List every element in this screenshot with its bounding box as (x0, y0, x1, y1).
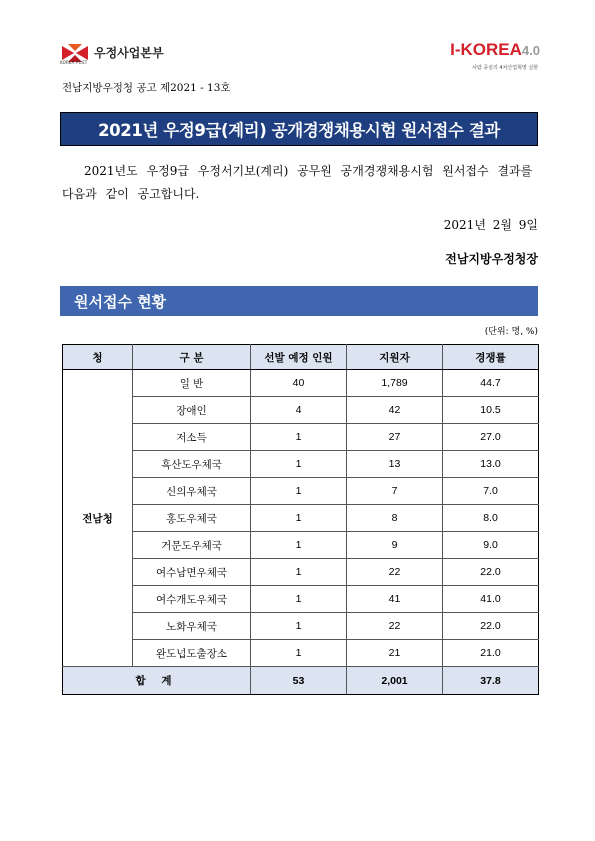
office-cell: 전남청 (63, 370, 133, 667)
table-row (63, 451, 539, 478)
i-korea-logo (420, 40, 550, 76)
category-cell: 거문도우체국 (133, 532, 251, 559)
applicants-cell: 41 (347, 586, 443, 613)
total-applicants: 2,001 (347, 667, 443, 695)
ratio-cell: 21.0 (443, 640, 539, 667)
ratio-cell: 22.0 (443, 613, 539, 640)
planned-cell: 1 (251, 559, 347, 586)
planned-cell: 1 (251, 532, 347, 559)
table-row (63, 478, 539, 505)
ratio-cell: 22.0 (443, 559, 539, 586)
total-label: 합 계 (63, 667, 251, 695)
planned-cell: 40 (251, 370, 347, 397)
signer-name: 전남지방우정청장 (445, 252, 538, 266)
applicants-cell: 22 (347, 559, 443, 586)
category-cell: 여수남면우체국 (133, 559, 251, 586)
i-korea-text: I-KOREA (450, 40, 522, 59)
planned-cell: 4 (251, 397, 347, 424)
notice-number: 전남지방우정청 공고 제2021 - 13호 (62, 82, 231, 94)
table-row (63, 613, 539, 640)
category-cell: 노화우체국 (133, 613, 251, 640)
logo-text: 우정사업본부 (94, 46, 164, 60)
table-row (63, 397, 539, 424)
planned-cell: 1 (251, 640, 347, 667)
title-banner (60, 112, 538, 146)
header-planned: 선발 예정 인원 (251, 345, 347, 370)
applicants-cell: 27 (347, 424, 443, 451)
intro-paragraph: 2021년도 우정9급 우정서기보(계리) 공무원 공개경쟁채용시험 원서접수 결과를 다음과 같이 공고합니다. (62, 164, 533, 201)
table-row (63, 505, 539, 532)
applicants-cell: 22 (347, 613, 443, 640)
category-cell: 신의우체국 (133, 478, 251, 505)
applicants-cell: 8 (347, 505, 443, 532)
page-title: 2021년 우정9급(계리) 공개경쟁채용시험 원서접수 결과 (98, 121, 500, 140)
header-applicants: 지원자 (347, 345, 443, 370)
table-row (63, 370, 539, 397)
header-ratio: 경쟁률 (443, 345, 539, 370)
i-korea-number: 4.0 (521, 43, 540, 58)
ratio-cell: 41.0 (443, 586, 539, 613)
planned-cell: 1 (251, 586, 347, 613)
category-cell: 홍도우체국 (133, 505, 251, 532)
total-ratio: 37.8 (443, 667, 539, 695)
section-title: 원서접수 현황 (74, 292, 167, 311)
table-row (63, 424, 539, 451)
applicants-cell: 9 (347, 532, 443, 559)
applicants-cell: 1,789 (347, 370, 443, 397)
header-office: 청 (63, 345, 133, 370)
applicants-cell: 13 (347, 451, 443, 478)
table-row (63, 559, 539, 586)
table-header-row (63, 345, 539, 370)
announcement-date: 2021년 2월 9일 (443, 218, 538, 232)
applicants-cell: 7 (347, 478, 443, 505)
i-korea-tagline: 사람 중심의 4차산업혁명 실현 (472, 65, 538, 71)
planned-cell: 1 (251, 505, 347, 532)
ratio-cell: 8.0 (443, 505, 539, 532)
category-cell: 장애인 (133, 397, 251, 424)
planned-cell: 1 (251, 424, 347, 451)
table-row (63, 532, 539, 559)
i-korea-wordmark (450, 40, 540, 60)
application-results-table (62, 344, 539, 695)
section-header (60, 286, 538, 316)
table-body (63, 370, 539, 667)
applicants-cell: 21 (347, 640, 443, 667)
category-cell: 완도넙도출장소 (133, 640, 251, 667)
logo-subtext: KOREA POST (60, 60, 88, 65)
total-planned: 53 (251, 667, 347, 695)
ratio-cell: 44.7 (443, 370, 539, 397)
category-cell: 일 반 (133, 370, 251, 397)
ratio-cell: 7.0 (443, 478, 539, 505)
category-cell: 여수개도우체국 (133, 586, 251, 613)
unit-note: (단위: 명, %) (484, 327, 538, 337)
korea-post-logo (60, 42, 200, 66)
category-cell: 흑산도우체국 (133, 451, 251, 478)
total-row (63, 667, 539, 695)
table-row (63, 640, 539, 667)
applicants-cell: 42 (347, 397, 443, 424)
ratio-cell: 13.0 (443, 451, 539, 478)
planned-cell: 1 (251, 613, 347, 640)
ratio-cell: 10.5 (443, 397, 539, 424)
category-cell: 저소득 (133, 424, 251, 451)
planned-cell: 1 (251, 451, 347, 478)
table-row (63, 586, 539, 613)
ratio-cell: 9.0 (443, 532, 539, 559)
planned-cell: 1 (251, 478, 347, 505)
ratio-cell: 27.0 (443, 424, 539, 451)
header-category: 구 분 (133, 345, 251, 370)
